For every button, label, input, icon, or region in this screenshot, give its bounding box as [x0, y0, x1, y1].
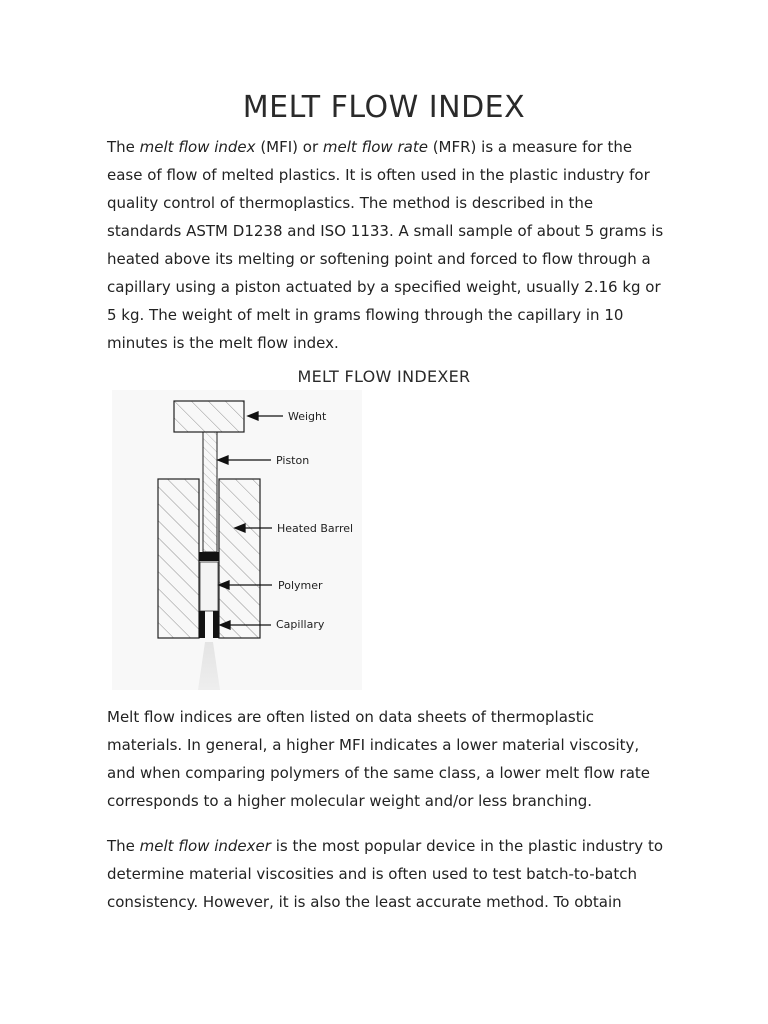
piston-head [199, 552, 219, 561]
label-capillary: Capillary [276, 618, 325, 631]
label-weight: Weight [288, 410, 327, 423]
polymer-chamber [200, 562, 218, 611]
intro-text-2: (MFI) or [255, 138, 323, 156]
weight-block [174, 401, 244, 432]
para3-text-2: is the most popular device in the plastic industry to determine material viscosities and is often used to test batch-to-batch consistency. However, it is also the least accurate method. To obtain [107, 837, 664, 911]
paragraph-mfi-data-sheets: Melt flow indices are often listed on data sheets of thermoplastic materials. In general, a higher MFI indicates a lower material viscosity, and when comparing polymers of the same class, a lower melt flow rate corresponds to a higher molecular weight and/or less branching. [107, 708, 651, 810]
term-melt-flow-rate: melt flow rate [322, 138, 428, 156]
figure-title: MELT FLOW INDEXER [297, 367, 471, 386]
intro-text-3: (MFR) is a measure for the ease of flow of melted plastics. It is often used in the plastic industry for quality control of thermoplastics. The method is described in the standards ASTM D1238 and ISO 1133. A small sample of about 5 grams is heated above its melting or softening point and forced to flow through a capillary using a piston actuated by a specified weight, usually 2.16 kg or 5 kg. The weight of melt in grams flowing through the capillary in 10 minutes is the melt flow index. [107, 138, 664, 352]
label-piston: Piston [276, 454, 310, 467]
para3-text-1: The [107, 837, 140, 855]
intro-paragraph [107, 133, 667, 357]
capillary-wall-left [199, 611, 205, 638]
term-melt-flow-indexer: melt flow indexer [139, 837, 271, 855]
intro-text-1: The [107, 138, 140, 156]
label-heated-barrel: Heated Barrel [277, 522, 354, 535]
capillary-wall-right [213, 611, 219, 638]
melt-flow-indexer-diagram [112, 390, 362, 690]
page-title: MELT FLOW INDEX [242, 90, 526, 125]
paragraph-melt-flow-indexer [107, 832, 667, 916]
piston-rod [203, 432, 217, 552]
barrel-right [219, 479, 260, 638]
barrel-left [158, 479, 199, 638]
term-melt-flow-index: melt flow index [139, 138, 256, 156]
label-polymer: Polymer [278, 579, 323, 592]
